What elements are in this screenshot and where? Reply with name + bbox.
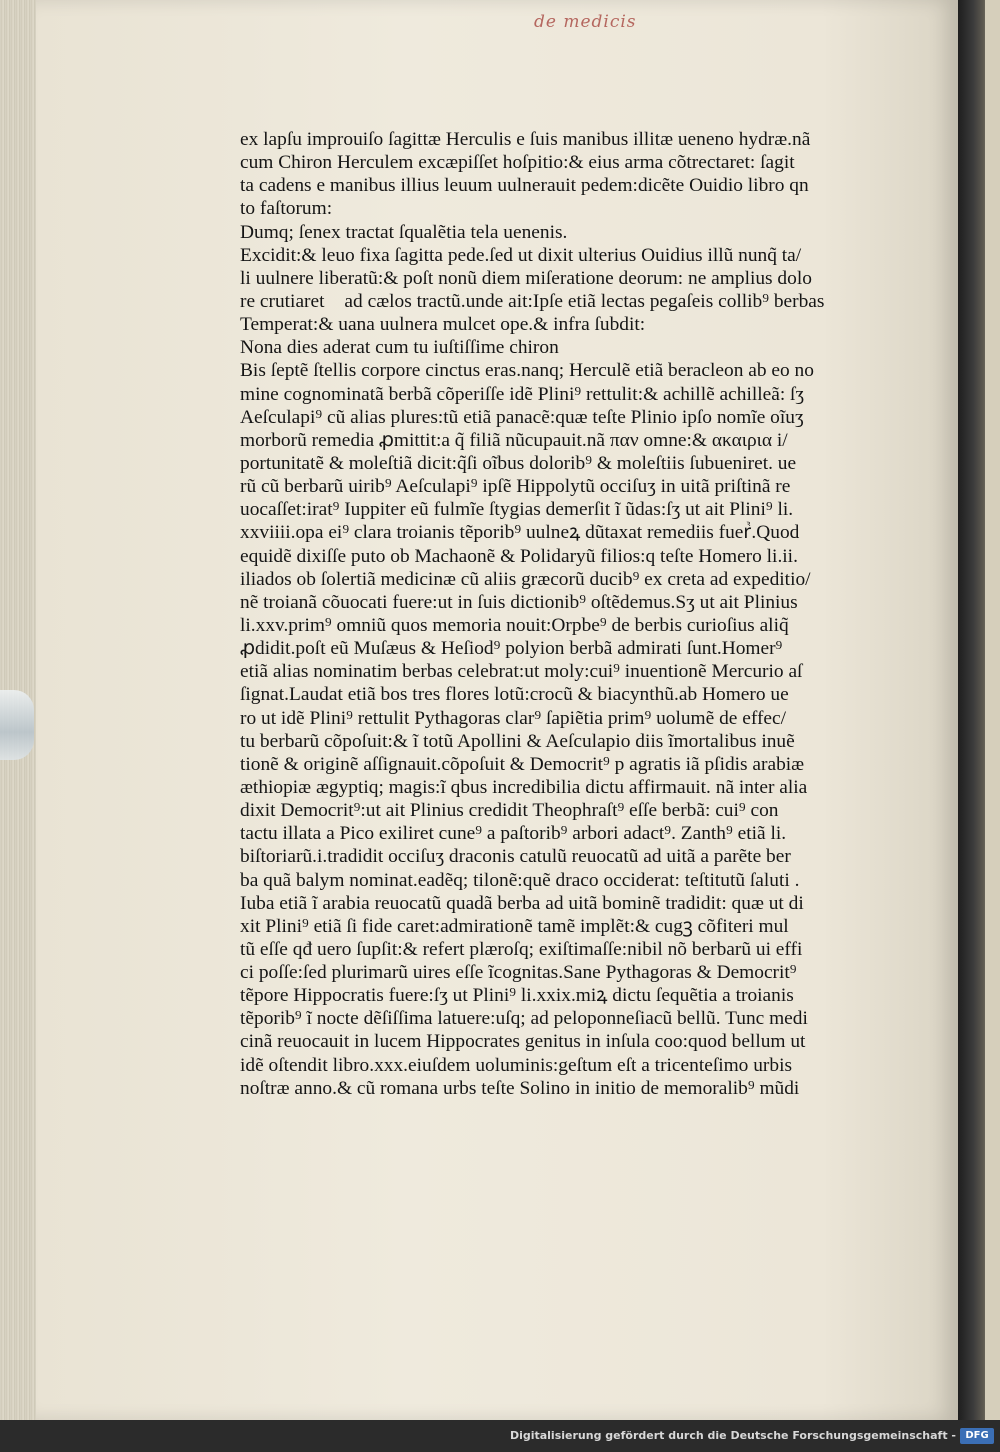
- text-line: Excidit:& leuo fixa ſagitta pede.ſed ut dixit ulterius Ouidius illũ nunq̃ ta/: [240, 244, 802, 266]
- text-line: ta cadens e manibus illius leuum uulnerauit pedem:dicẽte Ouidio libro qn: [240, 175, 809, 197]
- text-line: tionẽ & originẽ aſſignauit.cõpoſuit & Democrit⁹ p agratis iã pſidis arabiæ: [240, 753, 805, 775]
- text-line: uocaſſet:irat⁹ Iuppiter eũ fulmĩe ſtygias demerſit ĩ ũdas:ſʒ ut ait Plini⁹ li.: [240, 499, 794, 521]
- text-line: Iuba etiã ĩ arabia reuocatũ quadã berba ad uitã bominẽ tradidit: quæ ut di: [240, 892, 804, 914]
- text-line: tẽporib⁹ ĩ nocte dẽſiſſima latuere:uſq; ad peloponneſiacũ bellũ. Tunc medi: [240, 1008, 808, 1030]
- facing-page-edge: [985, 0, 1000, 1420]
- text-line: xit Plini⁹ etiã ſi fide caret:admirationẽ tamẽ implẽt:& cugꝫ cõfiteri mul: [240, 915, 789, 937]
- text-line: ſignat.Laudat etiã bos tres flores lotũ:crocũ & biacynthũ.ab Homero ue: [240, 684, 789, 706]
- text-line: rũ cũ berbarũ uirib⁹ Aeſculapi⁹ ipſẽ Hippolytũ occiſuʒ in uitã priſtinã re: [240, 476, 791, 498]
- text-line: Dumq; ſenex tractat ſqualẽtia tela uenenis.: [240, 221, 568, 243]
- text-line: equidẽ dixiſſe puto ob Machaonẽ & Polidaryũ filios:q teſte Homero li.ii.: [240, 545, 798, 567]
- text-line: noſtræ anno.& cũ romana urbs teſte Solino in initio de memoralib⁹ mũdi: [240, 1077, 800, 1099]
- text-line: idẽ oſtendit libro.xxx.eiuſdem uoluminis:geſtum eſt a tricenteſimo urbis: [240, 1054, 792, 1076]
- text-line: tactu illata a Pico exiliret cune⁹ a paſtorib⁹ arbori adact⁹. Zanth⁹ etiã li.: [240, 823, 787, 845]
- text-line: cinã reuocauit in lucem Hippocrates genitus in inſula coo:quod bellum ut: [240, 1031, 806, 1053]
- text-line: li.xxv.prim⁹ omniũ quos memoria nouit:Orpbe⁹ de berbis curioſius aliq̃: [240, 614, 789, 636]
- text-line: etiã alias nominatim berbas celebrat:ut moly:cui⁹ inuentionẽ Mercurio aſ: [240, 661, 803, 683]
- text-line: iliados ob ſolertiã medicinæ cũ aliis græcorũ ducib⁹ ex creta ad expeditio/: [240, 568, 811, 590]
- text-line: dixit Democrit⁹:ut ait Plinius credidit Theophraſt⁹ eſſe berbã: cui⁹ con: [240, 800, 779, 822]
- text-line: nẽ troianã cõuocati fuere:ut in ſuis dictionib⁹ oſtẽdemus.Sʒ ut ait Plinius: [240, 591, 798, 613]
- text-line: biſtoriarũ.i.tradidit occiſuʒ draconis catulũ reuocatũ ad uitã a parẽte ber: [240, 846, 791, 868]
- text-line: ꝓdidit.poſt eũ Muſæus & Heſiod⁹ polyion berbã admirati ſunt.Homer⁹: [240, 638, 783, 660]
- text-line: tẽpore Hippocratis fuere:ſʒ ut Plini⁹ li.xxix.miꝝ dictu ſequẽtia a troianis: [240, 985, 794, 1007]
- text-line: portunitatẽ & moleſtiã dicit:q̃ſi oĩbus dolorib⁹ & moleſtiis ſubueniret. ue: [240, 452, 797, 474]
- text-line: æthiopiæ ægyptiq; magis:ĩ qbus incredibilia dictu affirmauit. nã inter alia: [240, 776, 808, 798]
- text-line: tũ eſſe qđ uero ſupſit:& refert plæroſq; exiſtimaſſe:nibil nõ berbarũ ui effi: [240, 938, 803, 960]
- text-line: Bis ſeptẽ ſtellis corpore cinctus eras.nanq; Herculẽ etiã beracleon ab eo no: [240, 360, 814, 382]
- text-line: re crutiaretᷣ ad cælos tractũ.unde ait:Ipſe etiã lectas pegaſeis collib⁹ berbas: [240, 290, 825, 312]
- text-line: Temperat:& uana uulnera mulcet ope.& infra ſubdit:: [240, 314, 646, 336]
- text-line: to faſtorum:: [240, 198, 333, 220]
- dfg-logo: DFG: [960, 1428, 994, 1444]
- page-clip: [0, 690, 34, 760]
- text-line: mine cognominatã berbã cõperiſſe idẽ Plini⁹ rettulit:& achillẽ achilleã: ſʒ: [240, 383, 805, 405]
- digitization-credit: Digitalisierung gefördert durch die Deutsche Forschungsgemeinschaft -: [509, 1429, 956, 1442]
- text-line: tu berbarũ cõpoſuit:& ĩ totũ Apollini & Aeſculapio diis ĩmortalibus inuẽ: [240, 730, 795, 752]
- text-line: cum Chiron Herculem excæpiſſet hoſpitio:& eius arma cõtrectaret: ſagit: [240, 152, 795, 174]
- text-line: ex lapſu improuiſo ſagittæ Herculis e ſuis manibus illitæ ueneno hydræ.nã: [240, 129, 811, 150]
- text-block: [240, 128, 912, 1100]
- text-line: xxviiii.opa ei⁹ clara troianis tẽporib⁹ uulneꝝ dũtaxat remediis fuerᷣ.Quod: [240, 522, 800, 544]
- text-line: Nona dies aderat cum tu iuſtiſſime chiron: [240, 337, 559, 359]
- text-line: Aeſculapi⁹ cũ alias plures:tũ etiã panacẽ:quæ teſte Plinio ipſo nomĩe oĩuʒ: [240, 406, 804, 428]
- text-line: ro ut idẽ Plini⁹ rettulit Pythagoras clar⁹ ſapiẽtia prim⁹ uolumẽ de effec/: [240, 707, 787, 729]
- text-line: morborũ remedia ꝓmittit:a q̃ filiã nũcupauit.nã παν omne:& ακαιρια i/: [240, 429, 788, 451]
- text-line: ci poſſe:ſed plurimarũ uires eſſe ĩcognitas.Sane Pythagoras & Democrit⁹: [240, 962, 797, 984]
- handwritten-annotation: de medicis: [534, 12, 637, 32]
- text-line: li uulnere liberatũ:& poſt nonũ diem miſeratione deorum: ne amplius dolo: [240, 267, 812, 289]
- text-line: ba quã balym nominat.eadẽq; tilonẽ:quẽ draco occiderat: teſtitutũ ſaluti .: [240, 869, 800, 891]
